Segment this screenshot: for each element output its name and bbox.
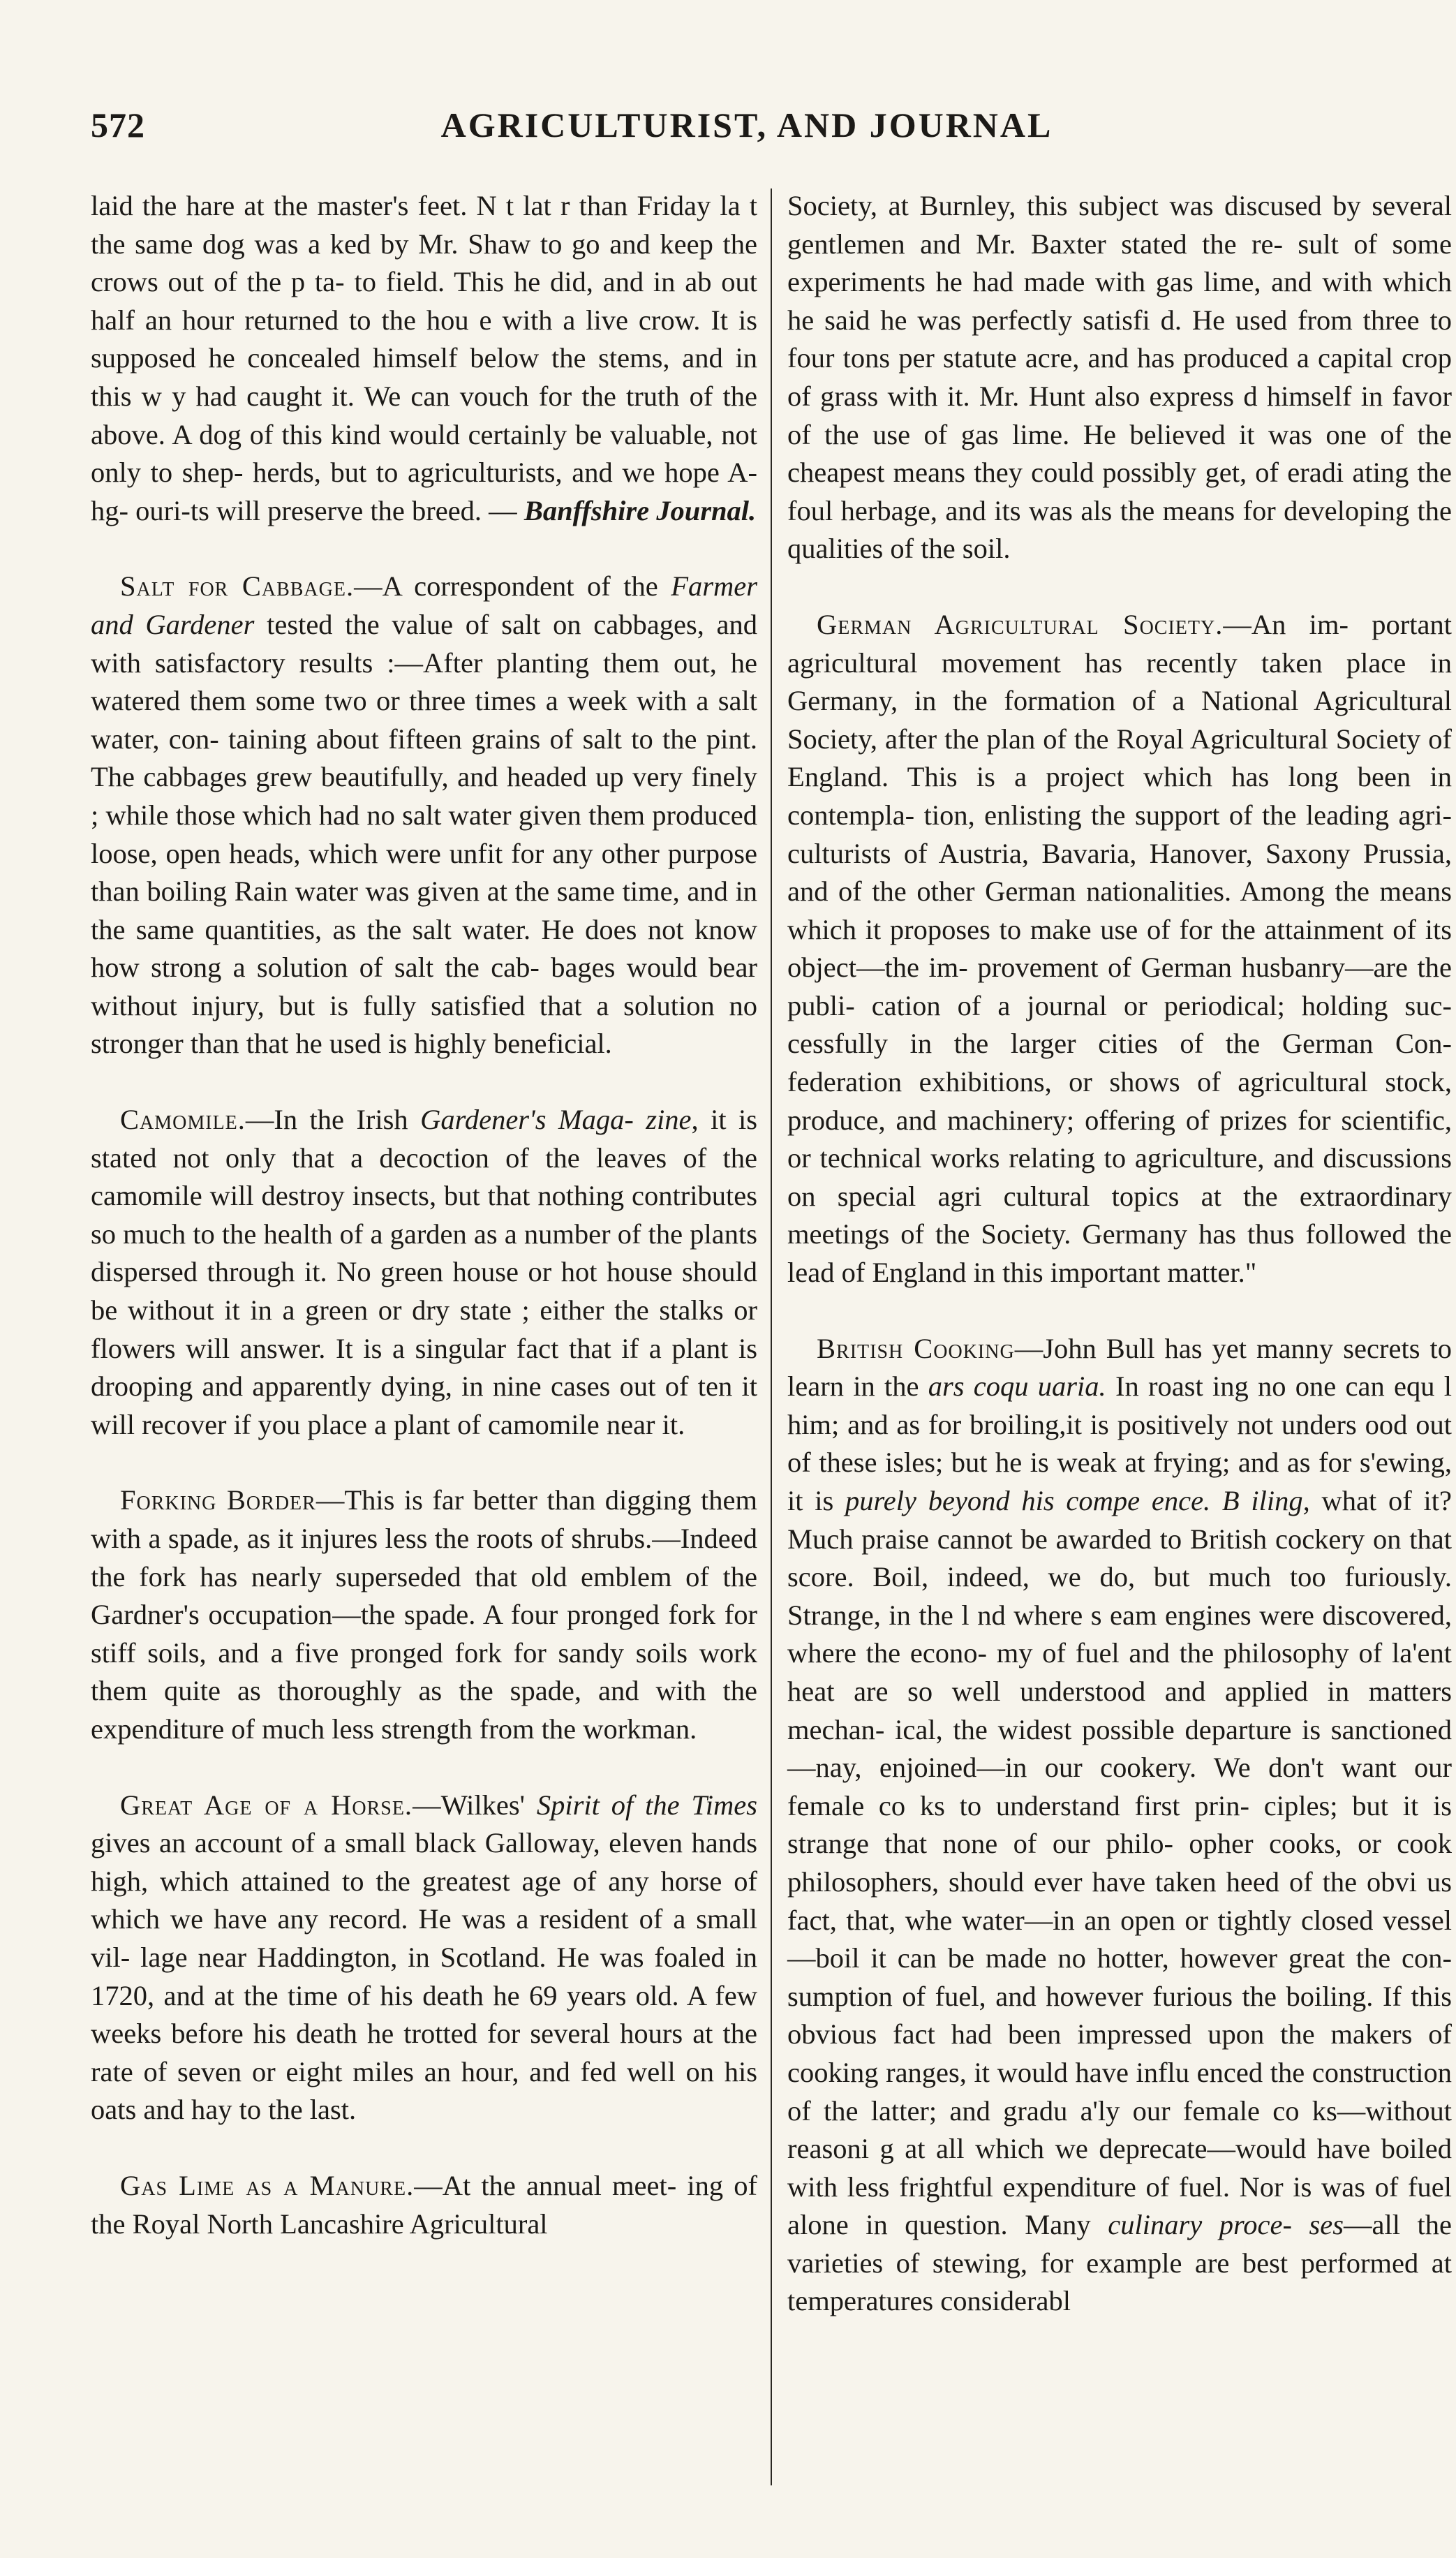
- article-italic: Gardener's Maga- zine: [420, 1104, 692, 1136]
- column-divider: [771, 188, 772, 2485]
- article-text: In roast ing no one can equ l him; and as for broiling,it is positively not unders ood out of these isles; but he is weak at frying; and as for s'ewing, it is: [787, 1370, 1453, 1516]
- page-header: [91, 105, 1403, 161]
- article-dog-continuation: [91, 187, 757, 530]
- article-text: Society, at Burnley, this subject was discused by several gentlemen and Mr. Baxter stated the re- sult of some experiments he had made with gas lime, and with which he said he was perfectly satisfi d. He used from three to four tons per statute acre, and has produced a capital crop of grass with it. Mr. Hunt also express d himself in favor of the use of gas lime. He believed it was one of the cheapest means they could possibly get, of eradi ating the foul herbage, and its was als the means for developing the qualities of the soil.: [787, 190, 1452, 565]
- article-text: —A correspondent of the: [354, 570, 671, 602]
- article-gas-lime: [91, 2167, 757, 2243]
- article-text: —John Bull has yet manny secrets to learn in the: [787, 1332, 1452, 1403]
- article-text: —At the annual meet- ing of the Royal North Lancashire Agricultural: [91, 2169, 757, 2240]
- article-text: tested the value of salt on cabbages, and with satisfactory results :—After planting them out, he watered them some two or three times a week with a salt water, con- taining about fifteen grains of salt to the pint. The cabbages grew beautifully, and headed up very finely ; while those which had no salt water given them produced loose, open heads, which were unfit for any other purpose than boiling Rain water was given at the same time, and in the same quantities, as the salt water. He does not know how strong a solution of salt the cab- bages would bear without injury, but is fully satisfied that a solution no stronger than that he used is highly beneficial.: [91, 608, 757, 1060]
- article-text: —This is far better than digging them with a spade, as it injures less the roots of shrubs.—Indeed the fork has nearly superseded that old emblem of the Gardner's occupation—the spade. A four pronged fork for stiff soils, and a five pronged fork for sandy soils work them quite as thoroughly as the spade, and with the expenditure of much less strength from the workman.: [91, 1484, 757, 1745]
- article-gas-lime-continuation: [787, 187, 1452, 568]
- article-british-cooking: [787, 1330, 1452, 2321]
- article-text: gives an account of a small black Galloway, eleven hands high, which attained to the greatest age of any horse of which we have any record. He was a resident of a small vil- lage near Haddington, in Scotland. He was foaled in 1720, and at the time of his death he 69 years old. A few weeks before his death he trotted for several hours at the rate of seven or eight miles an hour, and fed well on his oats and hay to the last.: [91, 1827, 757, 2126]
- article-text: what of it? Much praise cannot be awarded to British cockery on that score. Boil, indeed, we do, but much too furiously. Strange, in the l nd where s eam engines were discovered, where the econo- my of fuel and the philosophy of la'ent heat are so well understood and applied in matters mechan- ical, the widest possible departure is sanctioned —nay, enjoined—in our cookery. We don't want our female co ks to understand first prin- ciples; but it is strange that none of our philo- opher cooks, or cook philosophers, should ever have taken heed of the obvi us fact, that, whe water—in an open or tightly closed vessel—boil it can be made no hotter, however great the con- sumption of fuel, and however furious the boiling. If this obvious fact had been impressed upon the makers of cooking ranges, it would have influ enced the construction of the latter; and gradu a'ly our female co ks—without reasoni g at all which we deprecate—would have boiled with less frightful expenditure of fuel. Nor is was of fuel alone in question. Many: [787, 1485, 1452, 2241]
- article-great-age-horse: [91, 1787, 757, 2129]
- article-german-society: [787, 606, 1452, 1292]
- article-forking-border: [91, 1481, 757, 1748]
- article-heading: Great Age of a Horse.: [120, 1789, 413, 1821]
- article-italic: ars coqu uaria.: [928, 1370, 1106, 1403]
- article-text: , it is stated not only that a decoction of the leaves of the camomile will destroy insects, but that nothing contributes so much to the health of a garden as a number of the plants dispersed through it. No green house or hot house should be without it in a green or dry state ; either the stalks or flowers will answer. It is a singular fact that if a plant is drooping and apparently dying, in nine cases out of ten it will recover if you place a plant of camomile near it.: [91, 1104, 757, 1440]
- article-text: laid the hare at the master's feet. N t lat r than Friday la t the same dog was a ked by Mr. Shaw to go and keep the crows out of the p ta- to field. This he did, and in ab out half an hour returned to the hou e with a live crow. It is supposed he concealed himself below the stems, and in this w y had caught it. We can vouch for the truth of the above. A dog of this kind would certainly be valuable, not only to shep- herds, but to agriculturists, and we hope A-hg- ouri-ts will preserve the breed. —: [91, 190, 757, 526]
- right-column: [787, 187, 1452, 2321]
- article-heading: British Cooking: [817, 1332, 1015, 1364]
- article-heading: German Agricultural Society.: [817, 608, 1224, 640]
- article-italic: culinary proce- ses: [1108, 2209, 1344, 2241]
- article-camomile: [91, 1101, 757, 1444]
- article-heading: Camomile.: [120, 1104, 246, 1136]
- article-heading: Forking Border: [120, 1484, 316, 1516]
- running-head: AGRICULTURIST, AND JOURNAL: [440, 105, 1053, 145]
- article-text: —all the varieties of stewing, for example are best performed at temperatures considerabl: [787, 2209, 1452, 2317]
- page-number: 572: [91, 105, 145, 145]
- article-italic: Farmer and Gardener: [91, 570, 757, 640]
- article-text: —In the Irish: [245, 1104, 421, 1136]
- article-heading: Salt for Cabbage.: [120, 570, 355, 602]
- article-salt-for-cabbage: [91, 568, 757, 1063]
- left-column: [91, 187, 757, 2243]
- article-italic: purely beyond his compe ence. B iling,: [845, 1485, 1310, 1516]
- article-text: —An im- portant agricultural movement has recently taken place in Germany, in the formation of a National Agricultural Society, after the plan of the Royal Agricultural Society of England. This is a project which has long been in contempla- tion, enlisting the support of the leading agri- culturists of Austria, Bavaria, Hanover, Saxony Prussia, and of the other German nationalities. Among the means which it proposes to make use of for the attainment of its object—the im- provement of German husbanry—are the publi- cation of a journal or periodical; holding suc- cessfully in the larger cities of the German Con- federation exhibitions, or shows of agricultural stock, produce, and machinery; offering of prizes for scientific, or technical works relating to agriculture, and discussions on special agri cultural topics at the extraordinary meetings of the Society. Germany has thus followed the lead of England in this important matter.": [787, 608, 1452, 1289]
- article-italic: Spirit of the Times: [536, 1789, 757, 1821]
- article-heading: Gas Lime as a Manure.: [120, 2169, 415, 2201]
- article-text: —Wilkes': [413, 1789, 537, 1821]
- article-source: Banffshire Journal.: [523, 494, 757, 526]
